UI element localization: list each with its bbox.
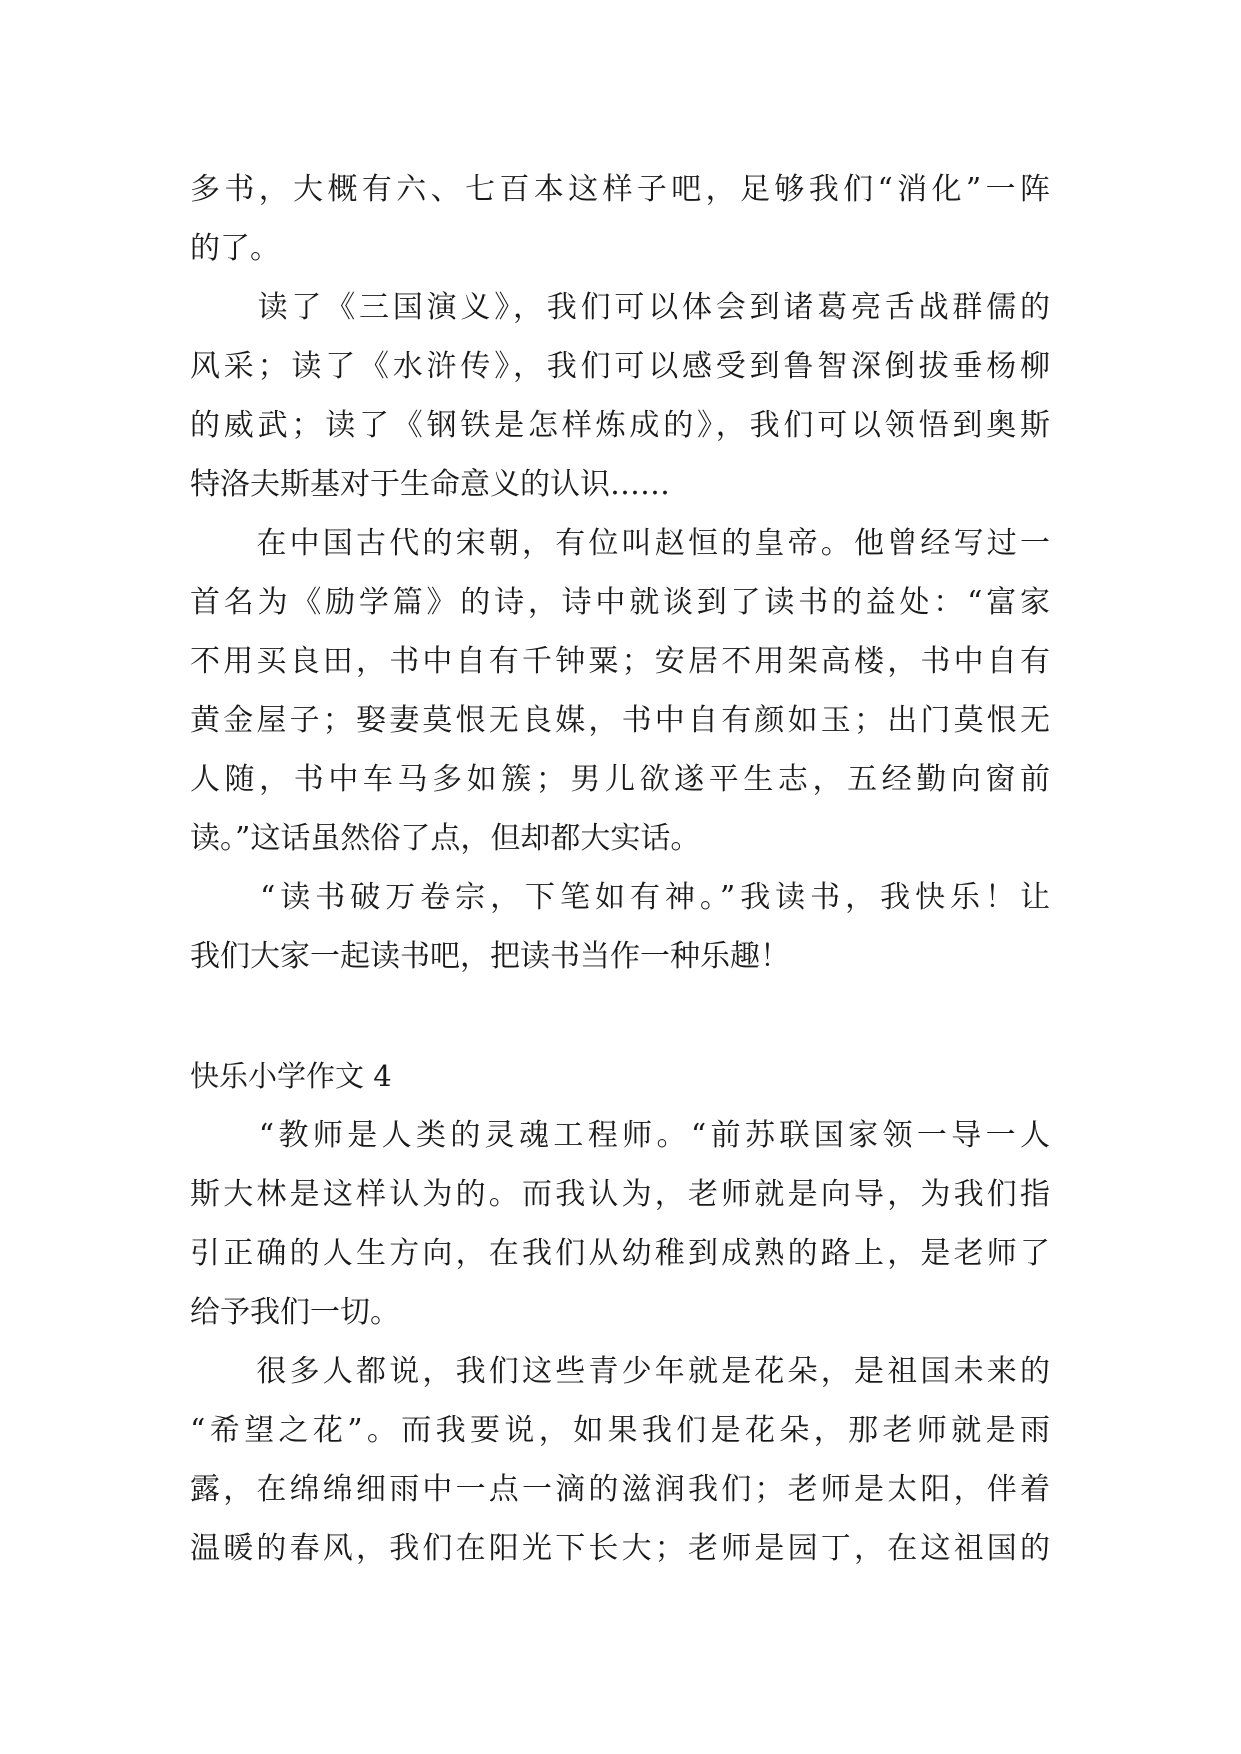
text-line: 的了。 [190, 231, 280, 266]
text-line: 我们大家一起读书吧，把读书当作一种乐趣！ [190, 939, 790, 974]
text-line: 温暖的春风，我们在阳光下长大；老师是园丁，在这祖国的 [190, 1531, 1050, 1566]
text-line: 在中国古代的宋朝，有位叫赵恒的皇帝。他曾经写过一 [190, 526, 1050, 561]
text-line: “读书破万卷宗，下笔如有神。”我读书，我快乐！让 [190, 880, 1050, 915]
text-line: “希望之花”。而我要说，如果我们是花朵，那老师就是雨 [190, 1413, 1050, 1448]
section-heading: 快乐小学作文 4 [190, 1059, 392, 1093]
text-line: “教师是人类的灵魂工程师。“前苏联国家领一导一人 [190, 1118, 1050, 1153]
document-text [190, 160, 1050, 1578]
text-line: 风采；读了《水浒传》，我们可以感受到鲁智深倒拔垂杨柳 [190, 349, 1050, 384]
text-line: 黄金屋子；娶妻莫恨无良媒，书中自有颜如玉；出门莫恨无 [190, 703, 1050, 738]
text-line: 读。”这话虽然俗了点，但却都大实话。 [190, 821, 701, 856]
text-line: 露，在绵绵细雨中一点一滴的滋润我们；老师是太阳，伴着 [190, 1472, 1050, 1507]
text-line: 读了《三国演义》，我们可以体会到诸葛亮舌战群儒的 [190, 290, 1050, 325]
text-line: 斯大林是这样认为的。而我认为，老师就是向导，为我们指 [190, 1177, 1050, 1212]
text-line: 的威武；读了《钢铁是怎样炼成的》，我们可以领悟到奥斯 [190, 408, 1050, 443]
text-line: 特洛夫斯基对于生命意义的认识…… [190, 467, 670, 502]
text-line: 很多人都说，我们这些青少年就是花朵，是祖国未来的 [190, 1354, 1050, 1389]
text-line: 人随，书中车马多如簇；男儿欲遂平生志，五经勤向窗前 [190, 762, 1050, 797]
text-line: 多书，大概有六、七百本这样子吧，足够我们“消化”一阵 [190, 172, 1050, 207]
text-line: 引正确的人生方向，在我们从幼稚到成熟的路上，是老师了 [190, 1236, 1050, 1271]
text-line: 首名为《励学篇》的诗，诗中就谈到了读书的益处：“富家 [190, 585, 1050, 620]
text-line: 不用买良田，书中自有千钟粟；安居不用架高楼，书中自有 [190, 644, 1050, 679]
text-line: 给予我们一切。 [190, 1295, 400, 1330]
section-gap [190, 986, 1050, 1046]
